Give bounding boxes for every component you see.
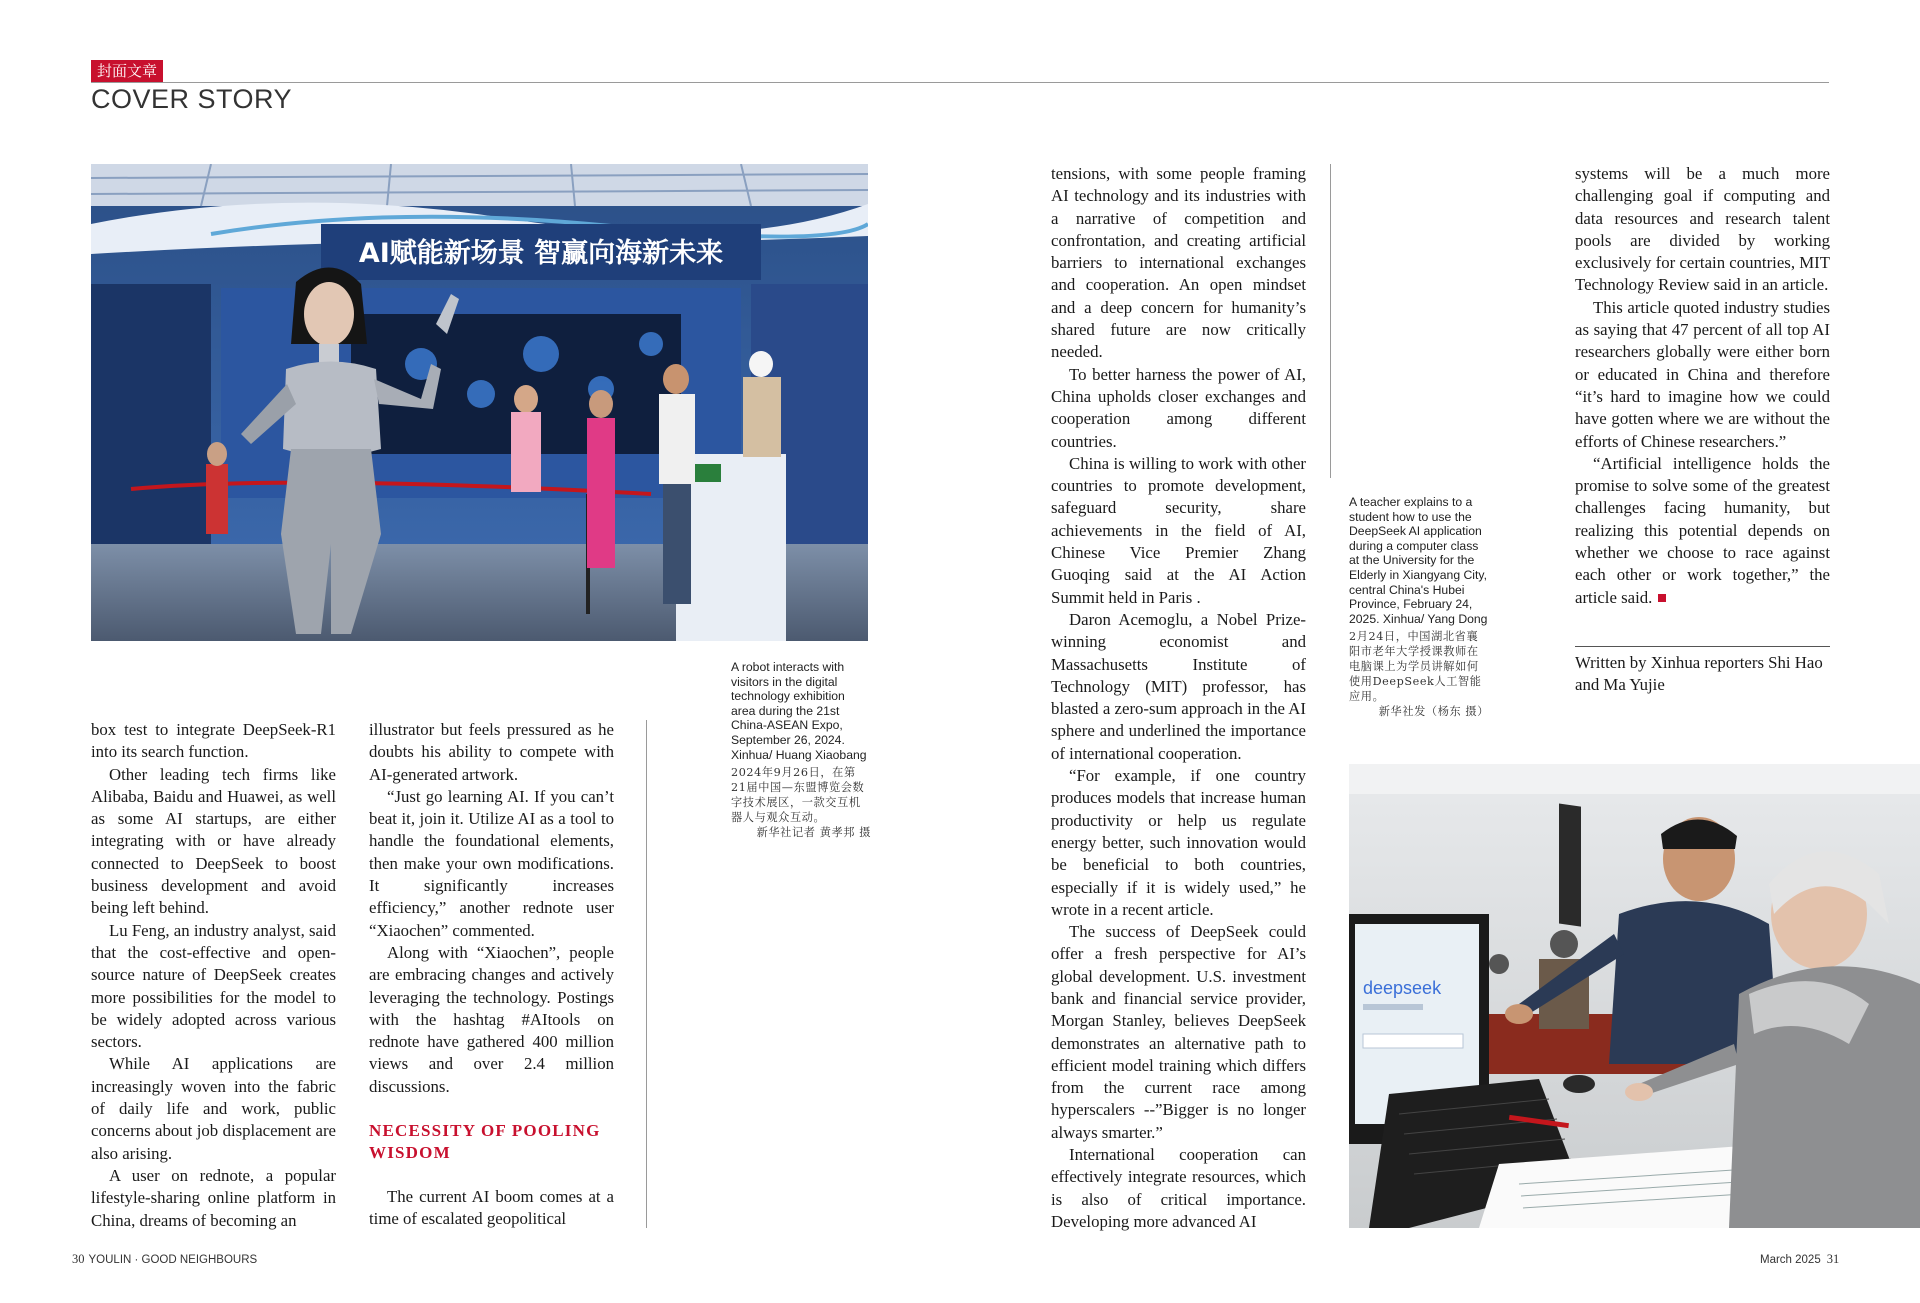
paragraph: International cooperation can effectively integrate resources, which is also of critical importance. Developing more advanced AI <box>1051 1145 1306 1231</box>
page-number-left: 30 <box>72 1252 85 1266</box>
paragraph: “For example, if one country produces models that increase human productivity or help us regulate energy better, such innovation would be beneficial to both countries, especially if it is widely used,” he wrote in a recent article. <box>1051 766 1306 919</box>
magazine-name: YOULIN · GOOD NEIGHBOURS <box>88 1254 258 1266</box>
page-number-right: 31 <box>1826 1252 1840 1266</box>
paragraph: illustrator but feels pressured as he doubts his ability to compete with AI-generated artwork. <box>369 720 614 784</box>
deepseek-screen-logo: deepseek <box>1363 978 1442 998</box>
paragraph: tensions, with some people framing AI technology and its industries with a narrative of competition and confrontation, and creating artificial barriers to international exchanges and cooperation. An open mindset and a deep concern for humanity’s shared future are now critically needed. <box>1051 164 1306 362</box>
robot-expo-photo <box>91 164 868 641</box>
footer-left <box>72 1252 257 1267</box>
expo-banner-text: AI赋能新场景 智赢向海新未来 <box>358 238 724 269</box>
article-column-3 <box>1051 163 1306 1233</box>
paragraph-text: “Artificial intelligence holds the promise to solve some of the greatest challenges facing humanity, but realizing this potential depends on whether we choose to race against each other or work together,” the article said. <box>1575 453 1830 607</box>
end-mark-icon <box>1658 594 1666 602</box>
paragraph: systems will be a much more challenging goal if computing and data resources and research talent pools are divided by working exclusively for certain countries, MIT Technology Review said in an article. <box>1575 164 1830 295</box>
header-rule <box>91 82 1829 83</box>
robot-caption-credit: 新华社记者 黄孝邦 摄 <box>756 826 871 840</box>
paragraph: While AI applications are increasingly woven into the fabric of daily life and work, public concerns about job displacement are also arising. <box>91 1054 336 1163</box>
section-tag: 封面文章 <box>91 60 163 82</box>
paragraph: “Just go learning AI. If you can’t beat it, join it. Utilize AI as a tool to handle the foundational elements, then make your own modifications. It significantly increases efficiency,” another rednote user “Xiaochen” commented. <box>369 786 614 940</box>
article-column-2 <box>369 719 614 1231</box>
footer-right <box>1760 1252 1839 1267</box>
paragraph-final <box>1575 453 1830 609</box>
teacher-photo-caption <box>1349 495 1489 719</box>
computer-class-photo <box>1349 764 1920 1228</box>
paragraph: To better harness the power of AI, China upholds closer exchanges and cooperation among different countries. <box>1051 364 1306 451</box>
paragraph: The current AI boom comes at a time of escalated geopolitical <box>369 1187 614 1229</box>
article-column-4 <box>1575 163 1830 609</box>
article-column-1 <box>91 719 336 1232</box>
robot-photo-caption <box>731 660 871 840</box>
robot-caption-en: A robot interacts with visitors in the digital technology exhibition area during the 21st China-ASEAN Expo, September 26, 2024. Xinhua/ Huang Xiaobang <box>731 660 867 762</box>
paragraph: A user on rednote, a popular lifestyle-sharing online platform in China, dreams of becoming an <box>91 1165 336 1230</box>
paragraph: Other leading tech firms like Alibaba, Baidu and Huawei, as well as some AI startups, are either integrating with or have already connected to DeepSeek to boost business development and avoid being left behind. <box>91 764 336 918</box>
robot-caption-cn: 2024年9月26日，在第21届中国—东盟博览会数字技术展区，一款交互机器人与观众互动。 <box>731 766 865 825</box>
paragraph: This article quoted industry studies as saying that 47 percent of all top AI researchers globally were either born or educated in China and therefore “it’s hard to imagine how we could have gotten where we are without the efforts of Chinese researchers.” <box>1575 297 1830 451</box>
paragraph: Lu Feng, an industry analyst, said that the cost-effective and open-source nature of DeepSeek creates more possibilities for the model to be widely adopted across various sectors. <box>91 920 336 1052</box>
byline: Written by Xinhua reporters Shi Hao and Ma Yujie <box>1575 653 1823 695</box>
paragraph: box test to integrate DeepSeek-R1 into its search function. <box>91 720 336 762</box>
paragraph: Daron Acemoglu, a Nobel Prize-winning economist and Massachusetts Institute of Technology (MIT) professor, has blasted a zero-sum approach in the AI sphere and underlined the importance of international cooperation. <box>1051 609 1306 763</box>
teacher-caption-en: A teacher explains to a student how to use the DeepSeek AI application during a computer class at the University for the Elderly in Xiangyang City, central China's Hubei Province, February 24, 2025. Xinhua/ Yang Dong <box>1349 495 1488 626</box>
column-divider <box>1330 164 1331 478</box>
byline-rule <box>1575 646 1830 647</box>
teacher-caption-credit: 新华社发（杨东 摄） <box>1378 705 1489 719</box>
paragraph: The success of DeepSeek could offer a fresh perspective for AI’s global development. U.S. investment bank and financial service provider, Morgan Stanley, believes DeepSeek demonstrates an alternative path to efficient model training which differs from the current race among hyperscalers --”Bigger is no longer always smarter.” <box>1051 922 1306 1142</box>
column-divider <box>646 720 647 1228</box>
paragraph: China is willing to work with other countries to promote development, safeguard security, share achievements in the field of AI, Chinese Vice Premier Zhang Guoqing said at the AI Action Summit held in Paris . <box>1051 453 1306 607</box>
section-title: COVER STORY <box>91 84 293 114</box>
paragraph: Along with “Xiaochen”, people are embracing changes and actively leveraging the technology. Postings with the hashtag #AItools on rednote have gathered 400 million views and over 2.4 million discussions. <box>369 942 614 1096</box>
teacher-caption-cn: 2月24日，中国湖北省襄阳市老年大学授课教师在电脑课上为学员讲解如何使用DeepSeek人工智能应用。 <box>1349 630 1482 704</box>
subheading: NECESSITY OF POOLING WISDOM <box>369 1121 601 1163</box>
issue-date: March 2025 <box>1760 1254 1821 1266</box>
